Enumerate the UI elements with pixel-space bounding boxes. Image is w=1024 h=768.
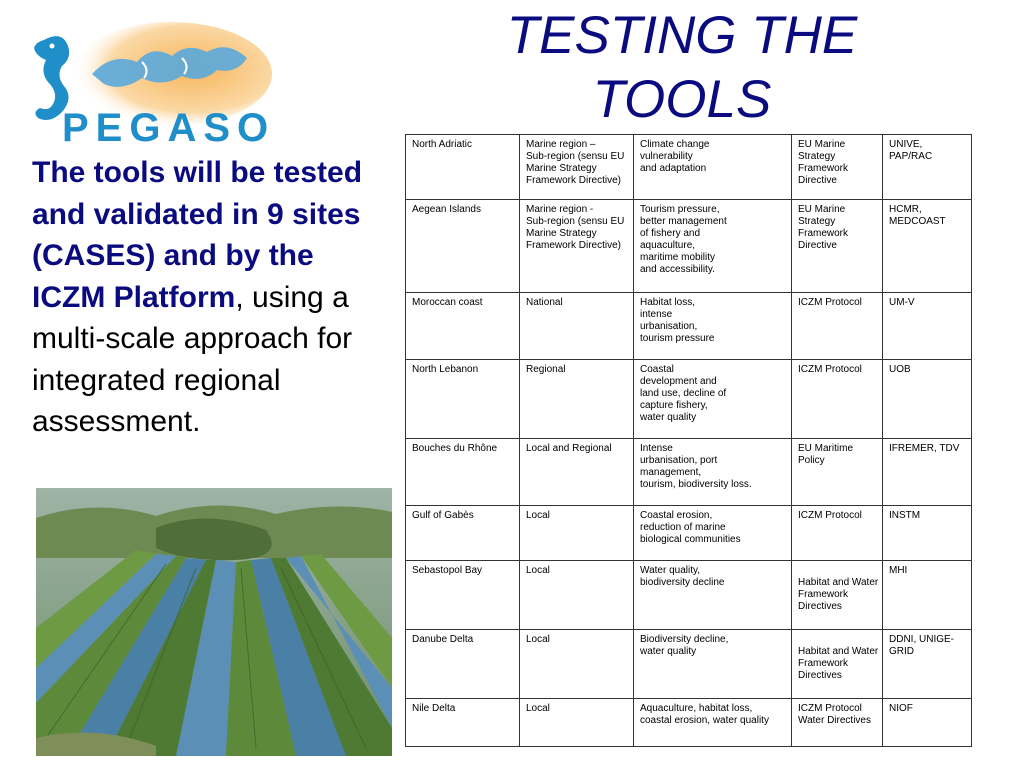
- table-cell-policy: Habitat and Water Framework Directives: [792, 630, 883, 699]
- table-cell-site: Nile Delta: [406, 699, 520, 747]
- table-cell-policy: ICZM Protocol: [792, 506, 883, 561]
- table-cell-issues: Coastal development and land use, decline of capture fishery, water quality: [634, 360, 792, 439]
- table-cell-scale: Local and Regional: [520, 439, 634, 506]
- table-cell-issues: Water quality, biodiversity decline: [634, 561, 792, 630]
- table-cell-scale: Marine region - Sub-region (sensu EU Marine Strategy Framework Directive): [520, 200, 634, 293]
- table-cell-site: North Adriatic: [406, 135, 520, 200]
- table-cell-scale: Local: [520, 506, 634, 561]
- table-cell-partners: DDNI, UNIGE- GRID: [883, 630, 972, 699]
- table-cell-policy: EU Marine Strategy Framework Directive: [792, 135, 883, 200]
- table-cell-site: North Lebanon: [406, 360, 520, 439]
- lead-bold-text: The tools will be tested and validated in 9 sites (CASES) and by the ICZM Platform: [32, 156, 363, 314]
- cases-table: [405, 134, 972, 747]
- table-cell-scale: Regional: [520, 360, 634, 439]
- table-cell-partners: MHI: [883, 561, 972, 630]
- table-cell-partners: NIOF: [883, 699, 972, 747]
- table-cell-partners: INSTM: [883, 506, 972, 561]
- table-cell-scale: Local: [520, 630, 634, 699]
- aerial-landscape-image: [36, 488, 392, 756]
- table-row: [406, 561, 972, 630]
- table-cell-partners: IFREMER, TDV: [883, 439, 972, 506]
- table-row: [406, 699, 972, 747]
- table-row: [406, 135, 972, 200]
- table-cell-scale: Local: [520, 699, 634, 747]
- table-cell-policy: ICZM Protocol Water Directives: [792, 699, 883, 747]
- lead-regular-text: , using a multi-scale approach for integrated regional assessment.: [32, 280, 353, 438]
- table-cell-issues: Climate change vulnerability and adaptation: [634, 135, 792, 200]
- table-cell-site: Aegean Islands: [406, 200, 520, 293]
- table-cell-policy: EU Marine Strategy Framework Directive: [792, 200, 883, 293]
- table-row: [406, 200, 972, 293]
- table-cell-policy: EU Maritime Policy: [792, 439, 883, 506]
- table-cell-site: Sebastopol Bay: [406, 561, 520, 630]
- table-row: [406, 360, 972, 439]
- table-cell-site: Bouches du Rhône: [406, 439, 520, 506]
- table-row: [406, 293, 972, 360]
- table-row: [406, 630, 972, 699]
- table-cell-issues: Biodiversity decline, water quality: [634, 630, 792, 699]
- table-cell-scale: Marine region – Sub-region (sensu EU Marine Strategy Framework Directive): [520, 135, 634, 200]
- table-cell-policy: Habitat and Water Framework Directives: [792, 561, 883, 630]
- title-line-2: TOOLS: [592, 70, 772, 129]
- lead-paragraph: [32, 152, 372, 443]
- logo-wordmark: PEGASO: [62, 106, 276, 150]
- title-line-1: TESTING THE: [506, 6, 858, 65]
- table-cell-scale: National: [520, 293, 634, 360]
- table-cell-scale: Local: [520, 561, 634, 630]
- table-cell-issues: Coastal erosion, reduction of marine biological communities: [634, 506, 792, 561]
- table-cell-issues: Tourism pressure, better management of fishery and aquaculture, maritime mobility and accessibility.: [634, 200, 792, 293]
- pegaso-logo: [22, 22, 284, 150]
- table-cell-site: Gulf of Gabès: [406, 506, 520, 561]
- table-cell-partners: HCMR, MEDCOAST: [883, 200, 972, 293]
- table-cell-site: Danube Delta: [406, 630, 520, 699]
- aerial-photo: [36, 488, 392, 756]
- page-title: [440, 4, 924, 132]
- table-cell-issues: Aquaculture, habitat loss, coastal erosion, water quality: [634, 699, 792, 747]
- table-cell-policy: ICZM Protocol: [792, 360, 883, 439]
- table-cell-partners: UOB: [883, 360, 972, 439]
- table-cell-issues: Intense urbanisation, port management, tourism, biodiversity loss.: [634, 439, 792, 506]
- table-cell-site: Moroccan coast: [406, 293, 520, 360]
- table-cell-issues: Habitat loss, intense urbanisation, tourism pressure: [634, 293, 792, 360]
- table-row: [406, 439, 972, 506]
- table-cell-partners: UNIVE, PAP/RAC: [883, 135, 972, 200]
- table-row: [406, 506, 972, 561]
- table-cell-policy: ICZM Protocol: [792, 293, 883, 360]
- table-cell-partners: UM-V: [883, 293, 972, 360]
